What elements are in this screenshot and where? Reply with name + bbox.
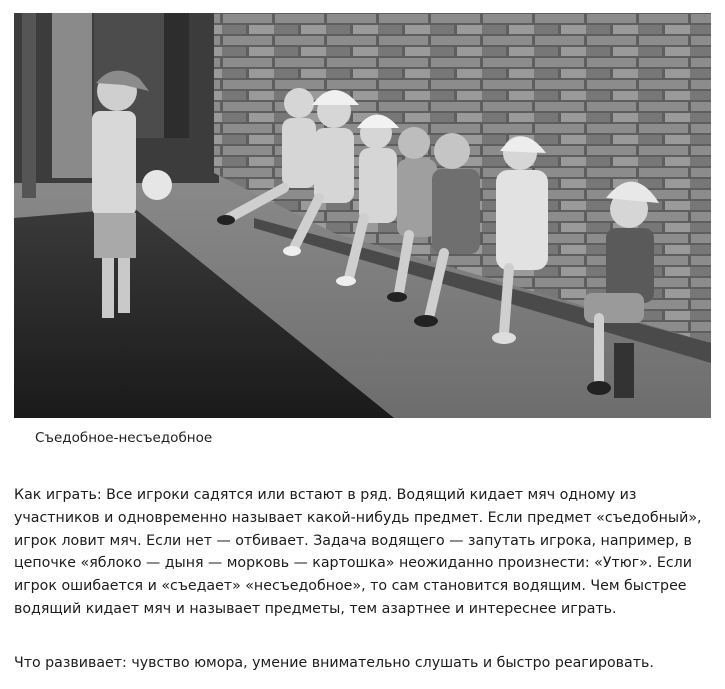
- photo-caption: Съедобное-несъедобное: [35, 430, 213, 446]
- how-to-play-paragraph: [14, 484, 714, 621]
- paragraph-line: цепочке «яблоко — дыня — морковь — картошка» неожиданно произнести: «Утюг». Если: [14, 555, 692, 572]
- paragraph-line: игрок ошибается и «съедает» «несъедобное», то сам становится водящим. Чем быстрее: [14, 578, 687, 595]
- children-playing-photo: [14, 13, 711, 418]
- photo-illustration: [14, 13, 711, 418]
- develops-paragraph: Что развивает: чувство юмора, умение внимательно слушать и быстро реагировать.: [14, 655, 654, 671]
- paragraph-line: игрок ловит мяч. Если нет — отбивает. Задача водящего — запутать игрока, например, в: [14, 532, 692, 549]
- paragraph-line: участников и одновременно называет какой-нибудь предмет. Если предмет «съедобный»,: [14, 509, 702, 526]
- paragraph-line: водящий кидает мяч и называет предметы, тем азартнее и интереснее играть.: [14, 600, 617, 617]
- paragraph-line: Как играть: Все игроки садятся или встают в ряд. Водящий кидает мяч одному из: [14, 487, 637, 503]
